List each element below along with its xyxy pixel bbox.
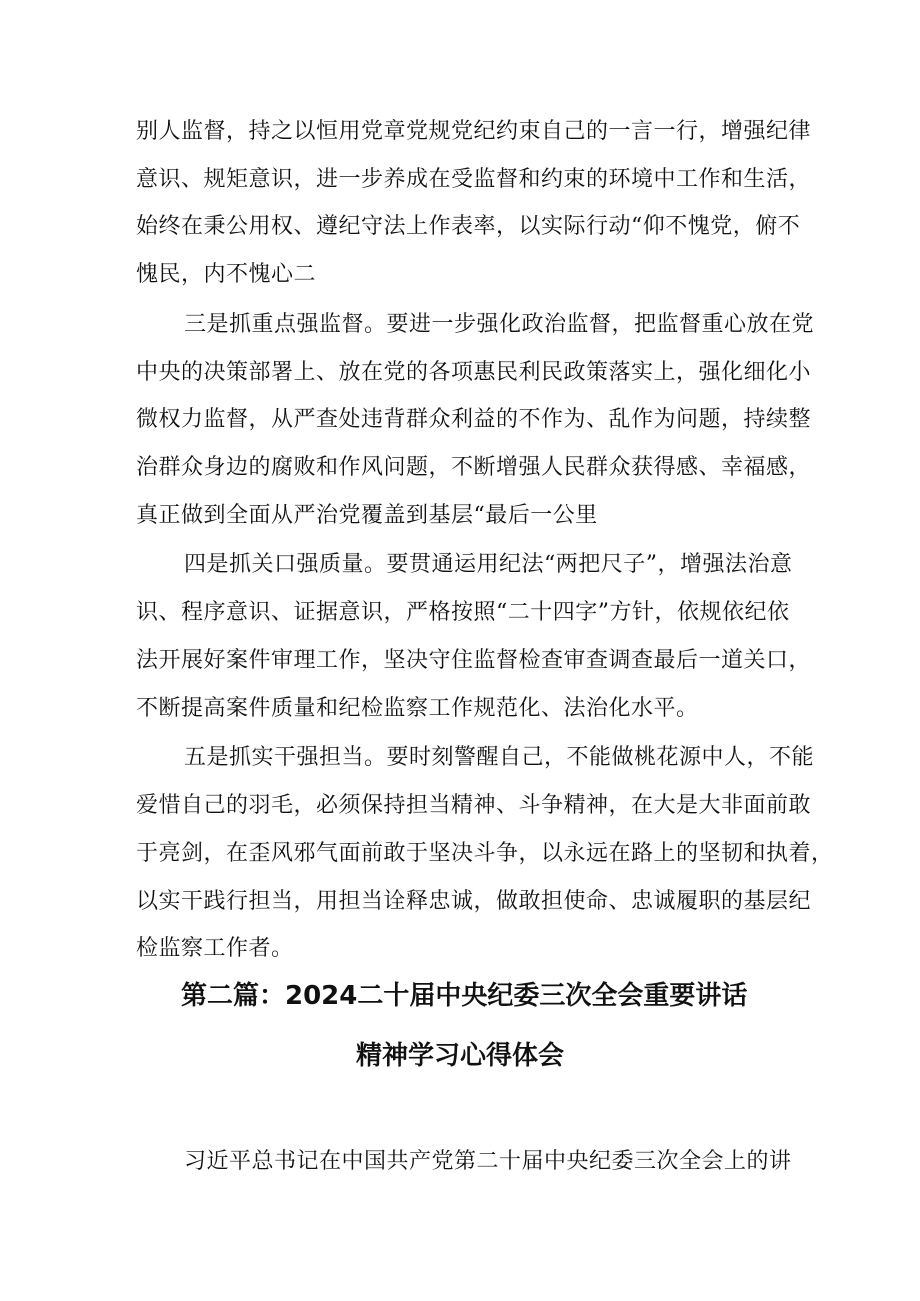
paragraph-4-line-2: 爱惜自己的羽毛，必须保持担当精神、斗争精神，在大是大非面前敢: [136, 793, 812, 818]
paragraph-3-line-4: 不断提高案件质量和纪检监察工作规范化、法治化水平。: [136, 696, 699, 721]
paragraph-2-line-5: 真正做到全面从严治党覆盖到基层“最后一公里: [136, 503, 598, 528]
paragraph-1-line-2: 意识、规矩意识，进一步养成在受监督和约束的环境中工作和生活，: [136, 167, 812, 192]
paragraph-2-line-3: 微权力监督，从严查处违背群众利益的不作为、乱作为问题，持续整: [136, 407, 812, 432]
paragraph-3-line-3: 法开展好案件审理工作，坚决守住监督检查审查调查最后一道关口，: [136, 648, 812, 673]
paragraph-5-line-1: 习近平总书记在中国共产党第二十届中央纪委三次全会上的讲: [184, 1149, 792, 1174]
paragraph-2-line-1: 三是抓重点强监督。要进一步强化政治监督，把监督重心放在党: [184, 312, 815, 337]
paragraph-4-line-5: 检监察工作者。: [136, 936, 294, 961]
paragraph-4-line-3: 于亮剑，在歪风邪气面前敢于坚决斗争，以永远在路上的坚韧和执着，: [136, 841, 834, 866]
paragraph-1-line-4: 愧民，内不愧心二: [136, 262, 317, 287]
paragraph-1-line-3: 始终在秉公用权、遵纪守法上作表率，以实际行动“仰不愧党，俯不: [136, 214, 801, 239]
paragraph-4-line-1: 五是抓实干强担当。要时刻警醒自己，不能做桃花源中人，不能: [184, 745, 815, 770]
paragraph-1-line-1: 别人监督，持之以恒用党章党规党纪约束自己的一言一行，增强纪律: [136, 119, 812, 144]
section-heading-line-1: 第二篇：2024二十届中央纪委三次全会重要讲话: [181, 981, 748, 1011]
paragraph-4-line-4: 以实干践行担当，用担当诠释忠诚，做敢担使命、忠诚履职的基层纪: [136, 889, 812, 914]
paragraph-2-line-2: 中央的决策部署上、放在党的各项惠民利民政策落实上，强化细化小: [136, 360, 812, 385]
paragraph-3-line-2: 识、程序意识、证据意识，严格按照“二十四字”方针，依规依纪依: [136, 600, 790, 625]
paragraph-2-line-4: 治群众身边的腐败和作风问题，不断增强人民群众获得感、幸福感，: [136, 455, 812, 480]
paragraph-3-line-1: 四是抓关口强质量。要贯通运用纪法“两把尺子”，增强法治意: [184, 552, 793, 577]
section-heading-line-2: 精神学习心得体会: [356, 1041, 565, 1071]
